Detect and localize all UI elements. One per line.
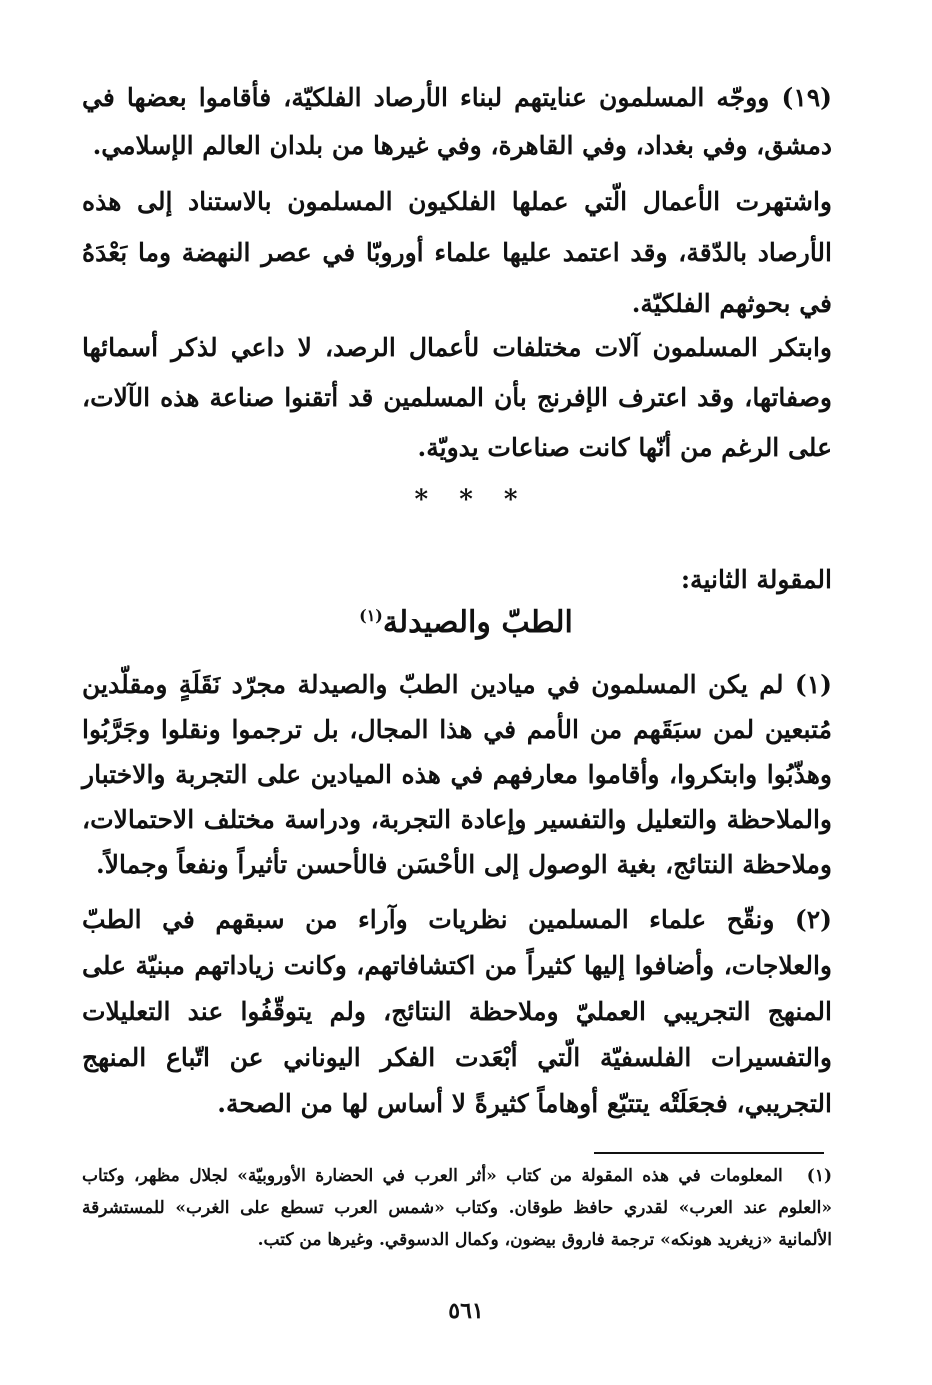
paragraph-medicine-intro: (١) لم يكن المسلمون في ميادين الطبّ والصيدلة مجرّد نَقَلَةٍ ومقلّدين مُتبعين لمن سبَقَهم من الأمم في هذا المجال، بل ترجموا ونقلوا وجَرَّبُوا وهذّبُوا وابتكروا، وأقاموا معارفهم في هذه الميادين على التجربة والاختبار والملاحظة والتعليل والتفسير وإعادة التجربة، ودراسة مختلف الاحتمالات، وملاحظة النتائج، بغية الوصول إلى الأحْسَن فالأحسن تأثيراً ونفعاً وجمالاً. xyxy=(82,670,832,879)
footnote-reference[interactable]: (١) xyxy=(359,606,383,625)
section-title-text: الطبّ والصيدلة xyxy=(382,605,573,640)
footnote-text: المعلومات في هذه المقولة من كتاب «أثر العرب في الحضارة الأوروبيّة» لجلال مظهر، وكتاب «العلوم عند العرب» لقدري حافظ طوقان. وكتاب «شمس العرب تسطع على الغرب» للمستشرقة الألمانية «زيغريد هونكه» ترجمة فاروق بيضون، وكمال الدسوقي. وغيرها من كتب. xyxy=(82,1166,832,1250)
page-number: ٥٦١ xyxy=(448,1298,484,1324)
paragraph-instruments: وابتكر المسلمون آلات مختلفات لأعمال الرصد، لا داعي لذكر أسمائها وصفاتها، وقد اعترف الإفرنج بأن المسلمين قد أتقنوا صناعة هذه الآلات، على الرغم من أنّها كانت صناعات يدويّة. xyxy=(82,333,832,462)
section-label: المقولة الثانية: xyxy=(680,565,832,594)
section-title xyxy=(0,605,932,640)
footnote-number: (١) xyxy=(806,1166,832,1186)
footnote xyxy=(82,1160,832,1256)
paragraph-medicine-theories: (٢) ونقّح علماء المسلمين نظريات وآراء من سبقهم في الطبّ والعلاجات، وأضافوا إليها كثيراً من اكتشافاتهم، وكانت زياداتهم مبنيّة على المنهج التجريبي العمليّ وملاحظة النتائج، ولم يتوقّفُوا عند التعليلات والتفسيرات الفلسفيّة الّتي أبْعَدت الفكر اليوناني عن اتّباع المنهج التجريبي، فجعَلَتْه يتتبّع أوهاماً كثيرةً لا أساس لها من الصحة. xyxy=(82,905,832,1118)
section-separator: * * * xyxy=(414,485,518,515)
footnote-divider xyxy=(594,1152,824,1154)
paragraph-observatories: (١٩) ووجّه المسلمون عنايتهم لبناء الأرصاد الفلكيّة، فأقاموا بعضها في دمشق، وفي بغداد، وفي القاهرة، وفي غيرها من بلدان العالم الإسلامي. xyxy=(82,83,833,160)
paragraph-astronomy-works: واشتهرت الأعمال الّتي عملها الفلكيون المسلمون بالاستناد إلى هذه الأرصاد بالدّقة، وقد اعتمد عليها علماء أوروبّا في عصر النهضة وما بَعْدَهُ في بحوثهم الفلكيّة. xyxy=(82,187,832,318)
